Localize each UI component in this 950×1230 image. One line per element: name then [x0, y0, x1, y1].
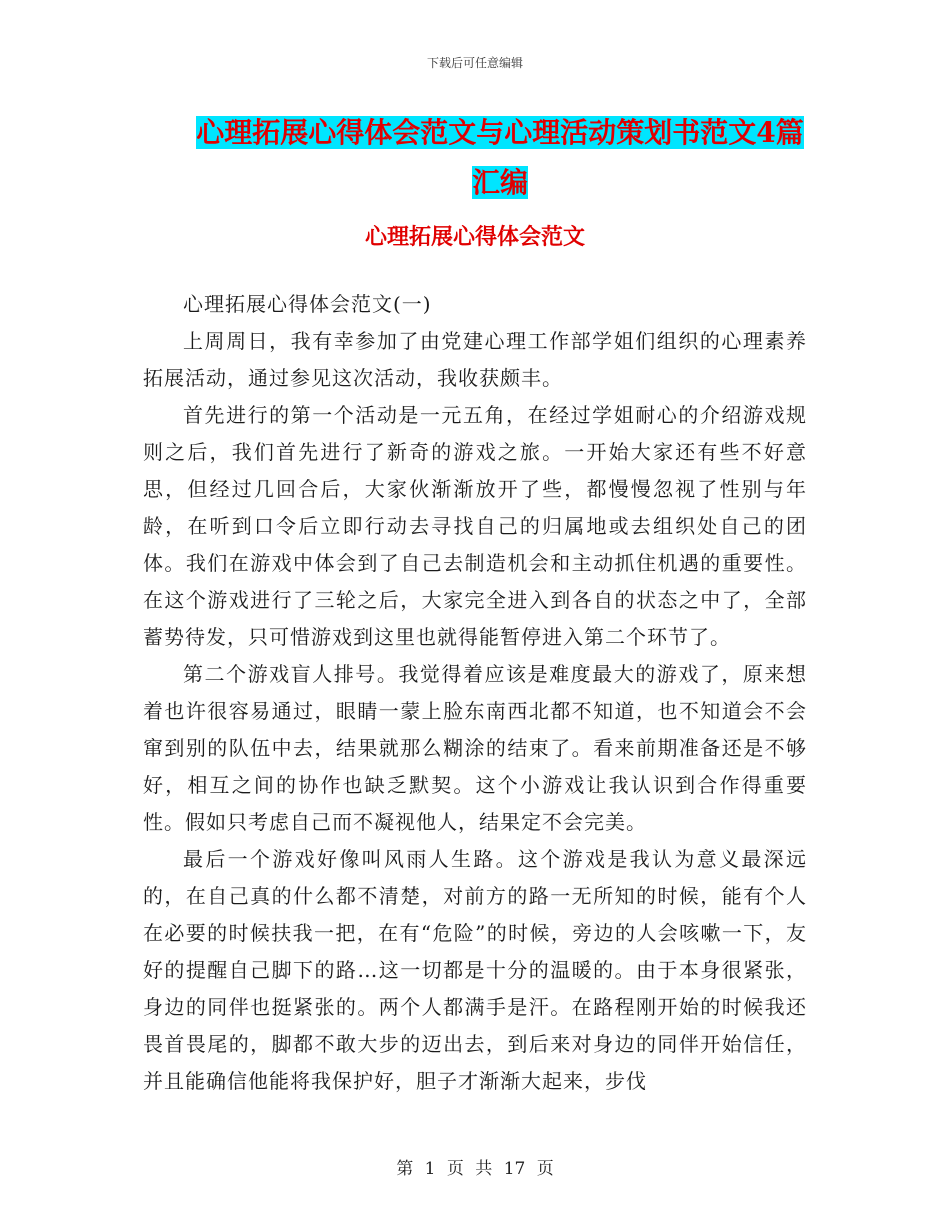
- paragraph: 最后一个游戏好像叫风雨人生路。这个游戏是我认为意义最深远的，在自己真的什么都不清楚，对前方的路一无所知的时候，能有个人在必要的时候扶我一把，在有“危险”的时候，旁边的人会咳嗽一下，友好的提醒自己脚下的路…这一切都是十分的温暖的。由于本身很紧张，身边的同伴也挺紧张的。两个人都满手是汗。在路程刚开始的时候我还畏首畏尾的，脚都不敢大步的迈出去，到后来对身边的同伴开始信任，并且能确信他能将我保护好，胆子才渐渐大起来，步伐: [143, 847, 807, 1093]
- paragraph: 上周周日，我有幸参加了由党建心理工作部学姐们组织的心理素养拓展活动，通过参见这次活动，我收获颇丰。: [143, 329, 807, 390]
- page-header-note: 下载后可任意编辑: [426, 56, 523, 70]
- document-title-text: 心理拓展心得体会范文与心理活动策划书范文4篇汇编: [196, 116, 804, 199]
- subsection-heading: 心理拓展心得体会范文(一): [183, 292, 432, 316]
- paragraph: 第二个游戏盲人排号。我觉得着应该是难度最大的游戏了，原来想着也许很容易通过，眼睛一蒙上脸东南西北都不知道，也不知道会不会窜到别的队伍中去，结果就那么糊涂的结束了。看来前期准备还是不够好，相互之间的协作也缺乏默契。这个小游戏让我认识到合作得重要性。假如只考虑自己而不凝视他人，结果定不会完美。: [143, 662, 807, 834]
- page-footer: 第 1 页 共 17 页: [396, 1159, 554, 1179]
- paragraph: 首先进行的第一个活动是一元五角，在经过学姐耐心的介绍游戏规则之后，我们首先进行了新奇的游戏之旅。一开始大家还有些不好意思，但经过几回合后，大家伙渐渐放开了些，都慢慢忽视了性别与年龄，在听到口令后立即行动去寻找自己的归属地或去组织处自己的团体。我们在游戏中体会到了自己去制造机会和主动抓住机遇的重要性。在这个游戏进行了三轮之后，大家完全进入到各自的状态之中了，全部蓄势待发，只可惜游戏到这里也就得能暂停进入第二个环节了。: [143, 403, 807, 649]
- document-body: [143, 286, 807, 1100]
- section-title: 心理拓展心得体会范文: [364, 224, 585, 250]
- document-title: [190, 108, 810, 208]
